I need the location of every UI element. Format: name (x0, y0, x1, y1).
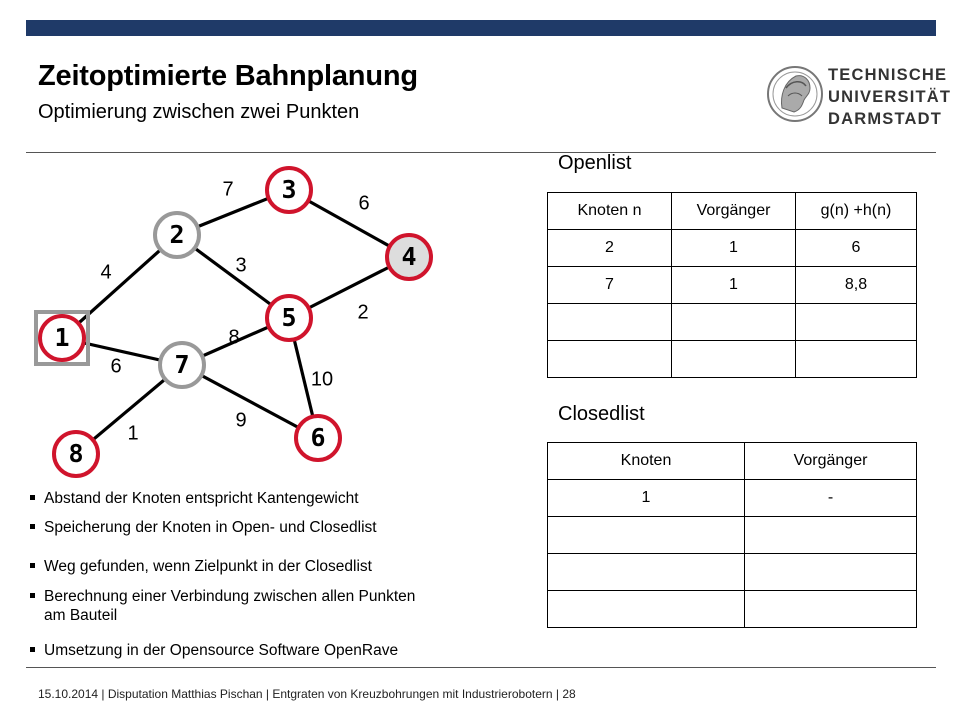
table-cell: 6 (796, 230, 917, 267)
bullet-text: Umsetzung in der Opensource Software OpenRave (44, 642, 399, 659)
university-logo (766, 58, 952, 134)
openlist-table (547, 192, 917, 378)
edge-weight-3-4: 6 (358, 192, 370, 215)
footer-text: 15.10.2014 | Disputation Matthias Pischan | Entgraten von Kreuzbohrungen mit Industrierobotern | 28 (38, 687, 576, 701)
closedlist-header-row (548, 443, 917, 480)
table-cell (548, 517, 745, 554)
table-cell (672, 341, 796, 378)
bullet-square-icon (30, 593, 35, 598)
table-row (548, 304, 917, 341)
graph-node-label: 3 (281, 175, 297, 204)
openlist-header-node: Knoten n (548, 193, 672, 230)
logo-line-3: DARMSTADT (828, 110, 943, 128)
table-row (548, 554, 917, 591)
bullet-square-icon (30, 495, 35, 500)
edge-weight-2-5: 3 (235, 254, 247, 277)
bullet-square-icon (30, 647, 35, 652)
table-cell: 1 (672, 230, 796, 267)
table-cell (745, 554, 917, 591)
graph-node-label: 4 (401, 242, 417, 271)
table-cell: 7 (548, 267, 672, 304)
bullet-text: Berechnung einer Verbindung zwischen allen Punkten am Bauteil (44, 588, 416, 624)
table-cell (745, 517, 917, 554)
table-cell (548, 304, 672, 341)
graph-node-label: 7 (174, 350, 190, 379)
list-item (30, 587, 430, 625)
logo-wordmark (828, 64, 951, 130)
edge-weight-7-8: 1 (127, 422, 139, 445)
graph-diagram (0, 0, 540, 480)
graph-node-5 (267, 296, 311, 340)
table-cell (796, 341, 917, 378)
bullet-text: Weg gefunden, wenn Zielpunkt in der Closedlist (44, 558, 372, 575)
table-row (548, 230, 917, 267)
bullet-text: Speicherung der Knoten in Open- und Closedlist (44, 519, 377, 536)
edge-weight-1-2: 4 (100, 261, 112, 284)
table-cell (548, 591, 745, 628)
table-cell: 1 (548, 480, 745, 517)
edge-weight-1-7: 6 (110, 355, 122, 378)
edge-weight-2-3: 7 (222, 178, 234, 201)
list-item (30, 641, 398, 660)
graph-node-3 (267, 168, 311, 212)
bullet-square-icon (30, 563, 35, 568)
table-row (548, 591, 917, 628)
closedlist-header-node: Knoten (548, 443, 745, 480)
graph-node-label: 8 (68, 439, 84, 468)
table-cell: 2 (548, 230, 672, 267)
list-item (30, 518, 377, 537)
graph-node-label: 1 (54, 323, 70, 352)
graph-node-label: 5 (281, 303, 297, 332)
graph-node-2 (155, 213, 199, 257)
graph-node-6 (296, 416, 340, 460)
graph-node-label: 6 (310, 423, 326, 452)
logo-line-2: UNIVERSITÄT (828, 88, 952, 106)
graph-node-4 (387, 235, 431, 279)
graph-node-8 (54, 432, 98, 476)
table-cell (745, 591, 917, 628)
table-cell (796, 304, 917, 341)
table-cell: - (745, 480, 917, 517)
closedlist-table (547, 442, 917, 628)
footer-divider (26, 667, 936, 668)
openlist-header-row (548, 193, 917, 230)
athena-seal-icon (766, 58, 824, 132)
openlist-header-cost: g(n) +h(n) (796, 193, 917, 230)
list-item (30, 557, 372, 576)
openlist-header-predecessor: Vorgänger (672, 193, 796, 230)
graph-node-label: 2 (169, 220, 185, 249)
table-row (548, 341, 917, 378)
closedlist-header-predecessor: Vorgänger (745, 443, 917, 480)
edge-weight-5-6: 10 (310, 368, 334, 391)
list-item (30, 489, 359, 508)
table-cell (548, 341, 672, 378)
table-row (548, 267, 917, 304)
bullet-square-icon (30, 524, 35, 529)
edge-weight-5-4: 2 (357, 301, 369, 324)
table-row (548, 517, 917, 554)
page-subtitle: Optimierung zwischen zwei Punkten (38, 101, 360, 123)
closedlist-title: Closedlist (558, 403, 645, 425)
openlist-title: Openlist (558, 152, 632, 174)
table-row (548, 480, 917, 517)
bullet-text: Abstand der Knoten entspricht Kantengewicht (44, 490, 359, 507)
table-cell (672, 304, 796, 341)
table-cell: 8,8 (796, 267, 917, 304)
logo-line-1: TECHNISCHE (828, 66, 948, 84)
table-cell: 1 (672, 267, 796, 304)
edge-weight-7-6: 9 (235, 409, 247, 432)
edge-weight-7-5: 8 (228, 326, 240, 349)
graph-node-7 (160, 343, 204, 387)
table-cell (548, 554, 745, 591)
page-title: Zeitoptimierte Bahnplanung (38, 60, 418, 92)
